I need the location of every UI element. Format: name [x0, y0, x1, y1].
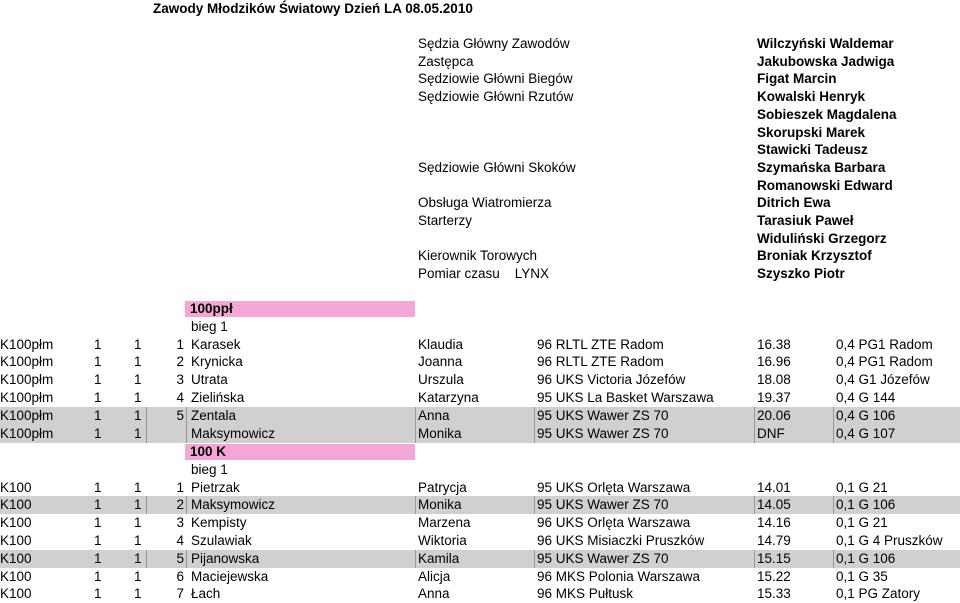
category-cell: K100 — [0, 551, 32, 566]
last-name-cell: Krynicka — [191, 354, 243, 369]
category-cell: K100płm — [0, 390, 54, 405]
last-name-cell: Szulawiak — [191, 533, 252, 548]
column-b-cell: 1 — [134, 533, 142, 548]
category-cell: K100 — [0, 515, 32, 530]
wind-group-cell: 0,1 G 106 — [836, 551, 896, 566]
official-role: Sędziowie Główni Biegów — [418, 71, 573, 86]
cell-divider — [415, 550, 416, 568]
wind-group-cell: 0,4 G 107 — [836, 426, 896, 441]
cell-divider — [754, 496, 755, 514]
column-b-cell: 1 — [134, 497, 142, 512]
cell-divider — [534, 550, 535, 568]
official-name: Tarasiuk Paweł — [757, 213, 854, 228]
cell-divider — [146, 425, 147, 443]
wind-group-cell: 0,1 G 35 — [836, 569, 888, 584]
column-b-cell: 1 — [134, 551, 142, 566]
time-cell: 14.05 — [757, 497, 791, 512]
column-b-cell: 1 — [134, 569, 142, 584]
time-cell: 20.06 — [757, 408, 791, 423]
heat-label: bieg 1 — [191, 319, 228, 334]
club-cell: 95 UKS Wawer ZS 70 — [537, 426, 669, 441]
position-cell: 4 — [176, 533, 184, 548]
section-title: 100 K — [185, 444, 415, 460]
cell-divider — [833, 407, 834, 425]
time-cell: 14.16 — [757, 515, 791, 530]
column-a-cell: 1 — [94, 586, 102, 601]
time-cell: 15.33 — [757, 586, 791, 601]
time-cell: 14.79 — [757, 533, 791, 548]
position-cell: 2 — [176, 354, 184, 369]
category-cell: K100płm — [0, 372, 54, 387]
official-role: Sędziowie Główni Skoków — [418, 160, 576, 175]
club-cell: 96 UKS Orlęta Warszawa — [537, 515, 691, 530]
official-name: Romanowski Edward — [757, 178, 893, 193]
cell-divider — [534, 407, 535, 425]
last-name-cell: Zielińska — [191, 390, 245, 405]
last-name-cell: Maksymowicz — [191, 497, 276, 512]
time-cell: DNF — [757, 426, 785, 441]
column-a-cell: 1 — [94, 408, 102, 423]
position-cell: 1 — [176, 337, 184, 352]
official-role: Obsługa Wiatromierza — [418, 195, 552, 210]
cell-divider — [146, 550, 147, 568]
column-a-cell: 1 — [94, 480, 102, 495]
official-role: Starterzy — [418, 213, 473, 228]
position-cell: 7 — [176, 586, 184, 601]
first-name-cell: Urszula — [418, 372, 464, 387]
table-row — [0, 532, 960, 550]
cell-divider — [534, 425, 535, 443]
club-cell: 96 MKS Pułtusk — [537, 586, 634, 601]
position-cell: 3 — [176, 372, 184, 387]
category-cell: K100 — [0, 480, 32, 495]
official-name: Szymańska Barbara — [757, 160, 886, 175]
first-name-cell: Kamila — [418, 551, 460, 566]
official-role: Pomiar czasu LYNX — [418, 266, 550, 281]
category-cell: K100płm — [0, 426, 54, 441]
time-cell: 15.22 — [757, 569, 791, 584]
first-name-cell: Katarzyna — [418, 390, 479, 405]
cell-divider — [754, 425, 755, 443]
wind-group-cell: 0,4 G 106 — [836, 408, 896, 423]
last-name-cell: Zentala — [191, 408, 237, 423]
category-cell: K100płm — [0, 337, 54, 352]
column-a-cell: 1 — [94, 569, 102, 584]
cell-divider — [186, 425, 187, 443]
official-name: Skorupski Marek — [757, 125, 866, 140]
category-cell: K100 — [0, 497, 32, 512]
table-row — [0, 336, 960, 354]
first-name-cell: Wiktoria — [418, 533, 467, 548]
time-cell: 16.38 — [757, 337, 791, 352]
club-cell: 95 UKS La Basket Warszawa — [537, 390, 714, 405]
column-b-cell: 1 — [134, 515, 142, 530]
position-cell: 3 — [176, 515, 184, 530]
cell-divider — [146, 496, 147, 514]
category-cell: K100 — [0, 533, 32, 548]
time-cell: 15.15 — [757, 551, 791, 566]
official-name: Sobieszek Magdalena — [757, 107, 897, 122]
club-cell: 96 MKS Polonia Warszawa — [537, 569, 701, 584]
column-a-cell: 1 — [94, 497, 102, 512]
wind-group-cell: 0,4 PG1 Radom — [836, 354, 933, 369]
column-b-cell: 1 — [134, 372, 142, 387]
column-a-cell: 1 — [94, 533, 102, 548]
cell-divider — [833, 496, 834, 514]
wind-group-cell: 0,1 G 21 — [836, 515, 888, 530]
column-a-cell: 1 — [94, 426, 102, 441]
official-role: Sędziowie Główni Rzutów — [418, 89, 574, 104]
heat-label: bieg 1 — [191, 462, 228, 477]
table-row — [0, 568, 960, 586]
wind-group-cell: 0,1 PG Zatory — [836, 586, 921, 601]
column-b-cell: 1 — [134, 586, 142, 601]
column-a-cell: 1 — [94, 515, 102, 530]
position-cell: 6 — [176, 569, 184, 584]
position-cell: 1 — [176, 480, 184, 495]
club-cell: 95 UKS Orlęta Warszawa — [537, 480, 691, 495]
first-name-cell: Joanna — [418, 354, 463, 369]
official-name: Widuliński Grzegorz — [757, 231, 887, 246]
official-name: Figat Marcin — [757, 71, 837, 86]
wind-group-cell: 0,1 G 4 Pruszków — [836, 533, 943, 548]
column-a-cell: 1 — [94, 337, 102, 352]
last-name-cell: Pijanowska — [191, 551, 260, 566]
column-a-cell: 1 — [94, 551, 102, 566]
table-row — [0, 407, 960, 425]
column-b-cell: 1 — [134, 408, 142, 423]
club-cell: 95 UKS Wawer ZS 70 — [537, 497, 669, 512]
first-name-cell: Klaudia — [418, 337, 464, 352]
club-cell: 96 UKS Misiaczki Pruszków — [537, 533, 705, 548]
table-row — [0, 585, 960, 603]
table-row — [0, 496, 960, 514]
cell-divider — [415, 407, 416, 425]
cell-divider — [415, 496, 416, 514]
table-row — [0, 514, 960, 532]
cell-divider — [754, 407, 755, 425]
official-name: Jakubowska Jadwiga — [757, 54, 895, 69]
time-cell: 16.96 — [757, 354, 791, 369]
time-cell: 14.01 — [757, 480, 791, 495]
official-role: Sędzia Główny Zawodów — [418, 36, 570, 51]
table-row — [0, 479, 960, 497]
cell-divider — [186, 496, 187, 514]
last-name-cell: Karasek — [191, 337, 241, 352]
official-role: Zastępca — [418, 54, 474, 69]
section-title: 100ppł — [185, 301, 415, 317]
table-row — [0, 550, 960, 568]
column-a-cell: 1 — [94, 390, 102, 405]
club-cell: 95 UKS Wawer ZS 70 — [537, 408, 669, 423]
time-cell: 18.08 — [757, 372, 791, 387]
cell-divider — [146, 407, 147, 425]
table-row — [0, 353, 960, 371]
club-cell: 96 UKS Victoria Józefów — [537, 372, 686, 387]
cell-divider — [754, 550, 755, 568]
cell-divider — [415, 425, 416, 443]
first-name-cell: Monika — [418, 426, 462, 441]
category-cell: K100płm — [0, 354, 54, 369]
column-a-cell: 1 — [94, 372, 102, 387]
position-cell: 4 — [176, 390, 184, 405]
first-name-cell: Patrycja — [418, 480, 467, 495]
official-name: Wilczyński Waldemar — [757, 36, 894, 51]
page-title: Zawody Młodzików Światowy Dzień LA 08.05.2010 — [153, 1, 473, 16]
first-name-cell: Marzena — [418, 515, 471, 530]
position-cell: 5 — [176, 551, 184, 566]
club-cell: 95 UKS Wawer ZS 70 — [537, 551, 669, 566]
club-cell: 96 RLTL ZTE Radom — [537, 337, 664, 352]
position-cell: 2 — [176, 497, 184, 512]
last-name-cell: Kempisty — [191, 515, 247, 530]
first-name-cell: Alicja — [418, 569, 451, 584]
wind-group-cell: 0,4 G1 Józefów — [836, 372, 930, 387]
position-cell: 5 — [176, 408, 184, 423]
last-name-cell: Maciejewska — [191, 569, 269, 584]
first-name-cell: Monika — [418, 497, 462, 512]
wind-group-cell: 0,4 PG1 Radom — [836, 337, 933, 352]
column-b-cell: 1 — [134, 480, 142, 495]
cell-divider — [833, 425, 834, 443]
category-cell: K100płm — [0, 408, 54, 423]
column-b-cell: 1 — [134, 354, 142, 369]
wind-group-cell: 0,4 G 144 — [836, 390, 896, 405]
last-name-cell: Pietrzak — [191, 480, 240, 495]
last-name-cell: Utrata — [191, 372, 228, 387]
table-row — [0, 371, 960, 389]
cell-divider — [534, 496, 535, 514]
official-name: Broniak Krzysztof — [757, 248, 872, 263]
category-cell: K100 — [0, 569, 32, 584]
category-cell: K100 — [0, 586, 32, 601]
wind-group-cell: 0,1 G 106 — [836, 497, 896, 512]
first-name-cell: Anna — [418, 586, 450, 601]
wind-group-cell: 0,1 G 21 — [836, 480, 888, 495]
table-row — [0, 389, 960, 407]
official-role: Kierownik Torowych — [418, 248, 538, 263]
column-a-cell: 1 — [94, 354, 102, 369]
column-b-cell: 1 — [134, 390, 142, 405]
club-cell: 96 RLTL ZTE Radom — [537, 354, 664, 369]
column-b-cell: 1 — [134, 337, 142, 352]
table-row — [0, 425, 960, 443]
time-cell: 19.37 — [757, 390, 791, 405]
official-name: Stawicki Tadeusz — [757, 142, 868, 157]
official-name: Ditrich Ewa — [757, 195, 831, 210]
first-name-cell: Anna — [418, 408, 450, 423]
cell-divider — [833, 550, 834, 568]
last-name-cell: Łach — [191, 586, 221, 601]
cell-divider — [186, 550, 187, 568]
official-name: Kowalski Henryk — [757, 89, 866, 104]
last-name-cell: Maksymowicz — [191, 426, 276, 441]
cell-divider — [186, 407, 187, 425]
column-b-cell: 1 — [134, 426, 142, 441]
official-name: Szyszko Piotr — [757, 266, 845, 281]
